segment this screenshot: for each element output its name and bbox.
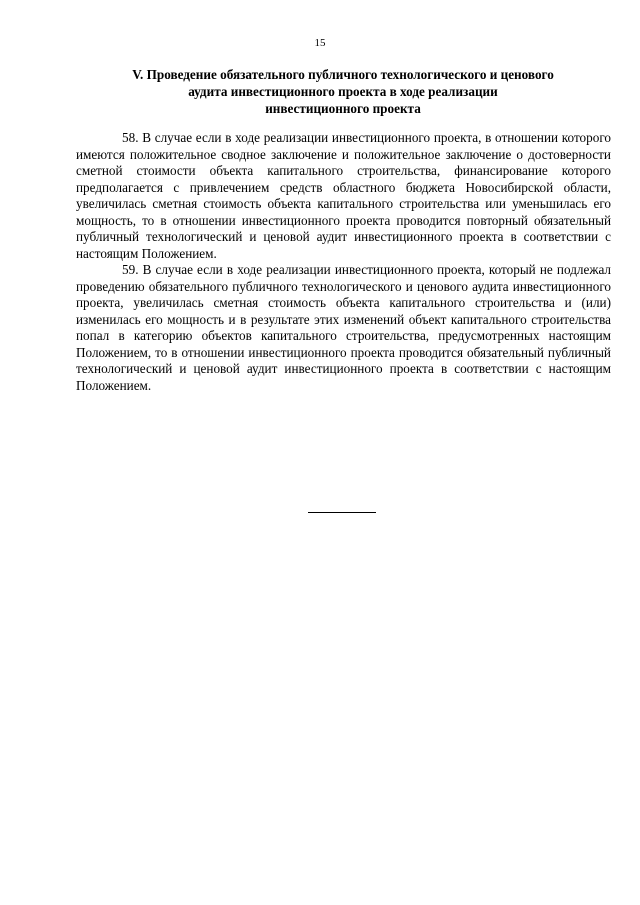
document-body <box>76 130 611 394</box>
section-title-line: инвестиционного проекта <box>265 101 421 116</box>
paragraph-59: 59. В случае если в ходе реализации инвестиционного проекта, который не подлежал проведению обязательного публичного технологического и ценового аудита инвестиционного проекта, увеличилась сметная стоимость объекта капитального строительства и (или) изменилась его мощность и в результате этих изменений объект капитального строительства попал в категорию объектов капитального строительства, предусмотренных настоящим Положением, то в отношении инвестиционного проекта проводится обязательный публичный технологический и ценовой аудит инвестиционного проекта в соответствии с настоящим Положением. <box>76 262 611 393</box>
paragraph-58: 58. В случае если в ходе реализации инвестиционного проекта, в отношении которого имеются положительное сводное заключение и положительное заключение о достоверности сметной стоимости объекта капитального строительства, финансирование которого предполагается с привлечением средств областного бюджета Новосибирской области, увеличилась сметная стоимость объекта капитального строительства или уменьшилась его мощность, то в отношении инвестиционного проекта проводится повторный обязательный публичный технологический и ценовой аудит инвестиционного проекта в соответствии с настоящим Положением. <box>76 130 611 261</box>
section-title-line: V. Проведение обязательного публичного технологического и ценового <box>132 67 554 82</box>
section-title-line: аудита инвестиционного проекта в ходе реализации <box>188 84 498 99</box>
end-of-text-divider <box>308 512 376 513</box>
section-title <box>95 66 591 117</box>
page-number: 15 <box>314 37 326 49</box>
